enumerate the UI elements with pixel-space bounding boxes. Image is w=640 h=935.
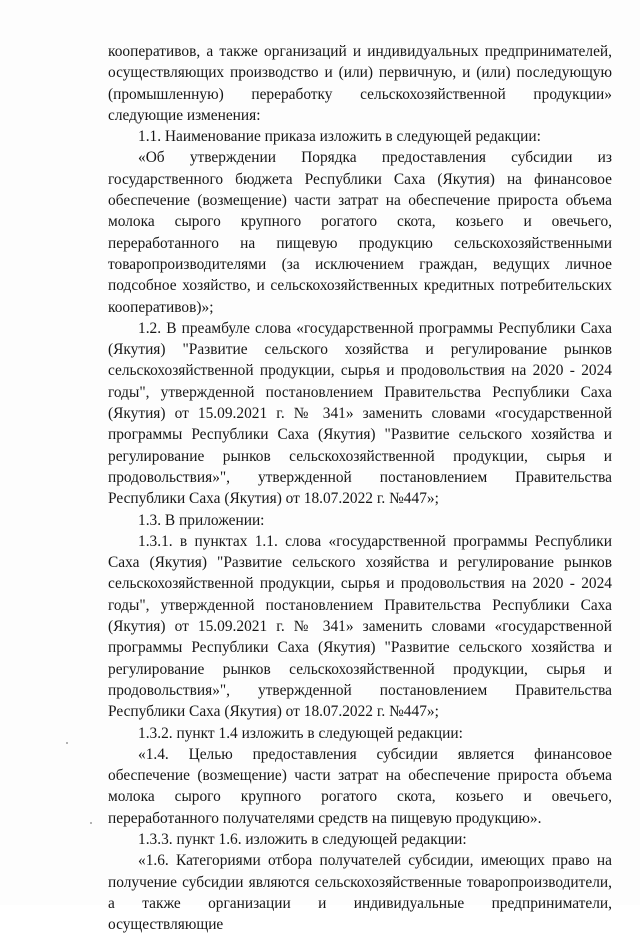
paragraph-1-3-3: 1.3.3. пункт 1.6. изложить в следующей редакции: bbox=[138, 830, 467, 848]
document-body bbox=[108, 41, 612, 935]
paragraph-clause-1-4: «1.4. Целью предоставления субсидии является финансовое обеспечение (возмещение) части затрат на обеспечение прироста объема молока сырого крупного рогатого скота, козьего и овечьего, переработанного получателями средств на пищевую продукцию». bbox=[108, 745, 612, 827]
paragraph-preamble-continuation: кооперативов, а также организаций и индивидуальных предпринимателей, осуществляющих производство и (или) первичную, и (или) последующую (промышленную) переработку сельскохозяйственной продукции» следующие изменения: bbox=[108, 43, 612, 124]
scan-artifact bbox=[90, 822, 92, 824]
paragraph-clause-1-6: «1.6. Категориями отбора получателей субсидии, имеющих право на получение субсидии являются сельскохозяйственные товаропроизводители, а также организации и индивидуальные предприниматели, осуществляющие bbox=[108, 852, 612, 934]
scan-artifact bbox=[66, 742, 68, 744]
paragraph-1-2: 1.2. В преамбуле слова «государственной программы Республики Саха (Якутия) "Развитие сельского хозяйства и регулирование рынков сельскохозяйственной продукции, сырья и продовольствия на 2020 - 2024 годы", утвержденной постановлением Правительства Республики Саха (Якутия) от 15.09.2021 г. № 341» заменить словами «государственной программы Республики Саха (Якутия) "Развитие сельского хозяйства и регулирование рынков сельскохозяйственной продукции, сырья и продовольствия»", утвержденной постановлением Правительства Республики Саха (Якутия) от 18.07.2022 г. №447»; bbox=[108, 319, 612, 508]
paragraph-1-3-2: 1.3.2. пункт 1.4 изложить в следующей редакции: bbox=[138, 724, 463, 742]
paragraph-order-title: «Об утверждении Порядка предоставления субсидии из государственного бюджета Республики Саха (Якутия) на финансовое обеспечение (возмещение) части затрат на обеспечение прироста объема молока сырого крупного рогатого скота, козьего и овечьего, переработанного на пищевую продукцию сельскохозяйственными товаропроизводителями (за исключением граждан, ведущих личное подсобное хозяйство, и сельскохозяйственных кредитных потребительских кооперативов)»; bbox=[108, 149, 612, 316]
paragraph-1-3-1: 1.3.1. в пунктах 1.1. слова «государственной программы Республики Саха (Якутия) "Развитие сельского хозяйства и регулирование рынков сельскохозяйственной продукции, сырья и продовольствия на 2020 - 2024 годы", утвержденной постановлением Правительства Республики Саха (Якутия) от 15.09.2021 г. № 341» заменить словами «государственной программы Республики Саха (Якутия) "Развитие сельского хозяйства и регулирование рынков сельскохозяйственной продукции, сырья и продовольствия»", утвержденной постановлением Правительства Республики Саха (Якутия) от 18.07.2022 г. №447»; bbox=[108, 532, 612, 721]
paragraph-1-1: 1.1. Наименование приказа изложить в следующей редакции: bbox=[138, 128, 541, 146]
paragraph-1-3: 1.3. В приложении: bbox=[138, 511, 265, 529]
